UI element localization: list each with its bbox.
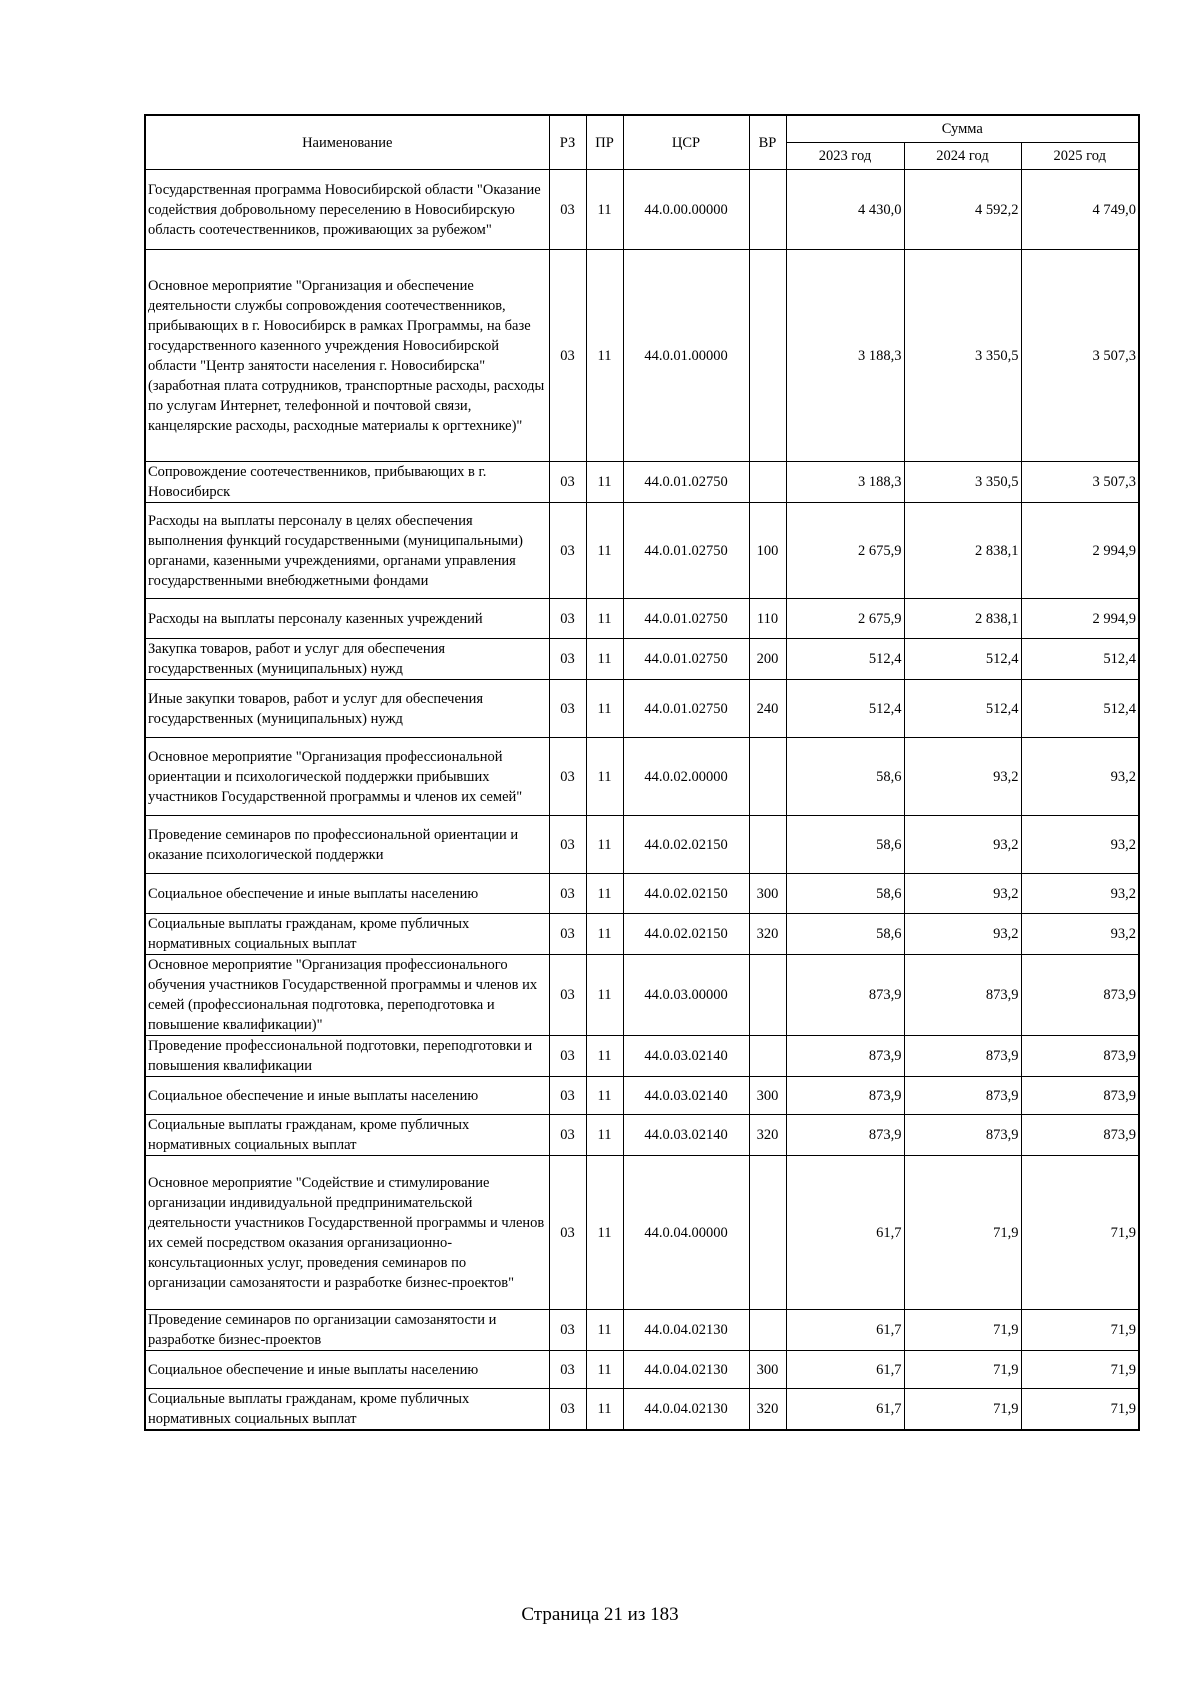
row-sum-2024: 2 838,1: [904, 503, 1021, 599]
row-sum-2025: 71,9: [1021, 1310, 1139, 1351]
row-rz: 03: [549, 1389, 586, 1431]
row-sum-2025: 512,4: [1021, 639, 1139, 680]
row-vr: [749, 170, 786, 250]
row-sum-2025: 512,4: [1021, 680, 1139, 738]
row-sum-2025: 873,9: [1021, 1036, 1139, 1077]
table-row: [145, 1115, 1139, 1156]
row-sum-2025: 71,9: [1021, 1156, 1139, 1310]
header-rz: РЗ: [549, 115, 586, 170]
row-pr: 11: [586, 503, 623, 599]
table-row: [145, 599, 1139, 639]
row-sum-2025: 3 507,3: [1021, 462, 1139, 503]
page-number: Страница 21 из 183: [521, 1604, 679, 1625]
row-name: Основное мероприятие "Организация и обеспечение деятельности службы сопровождения соотечественников, прибывающих в г. Новосибирск в рамках Программы, на базе государственного казенного учреждения Новосибирской области "Центр занятости населения г. Новосибирска" (заработная плата сотрудников, транспортные расходы, расходы по услугам Интернет, телефонной и почтовой связи, канцелярские расходы, расходные материалы к оргтехнике)": [145, 250, 549, 462]
header-pr: ПР: [586, 115, 623, 170]
row-csr: 44.0.02.02150: [623, 816, 749, 874]
header-2025: 2025 год: [1021, 143, 1139, 170]
row-pr: 11: [586, 462, 623, 503]
row-vr: 100: [749, 503, 786, 599]
row-sum-2023: 873,9: [786, 1036, 904, 1077]
row-pr: 11: [586, 250, 623, 462]
row-vr: [749, 955, 786, 1036]
row-name: Иные закупки товаров, работ и услуг для обеспечения государственных (муниципальных) нужд: [145, 680, 549, 738]
row-sum-2024: 512,4: [904, 639, 1021, 680]
row-name: Основное мероприятие "Организация профессионального обучения участников Государственной программы и членов их семей (профессиональная подготовка, переподготовка и повышение квалификации)": [145, 955, 549, 1036]
table-row: [145, 955, 1139, 1036]
table-row: [145, 503, 1139, 599]
row-rz: 03: [549, 250, 586, 462]
row-sum-2024: 2 838,1: [904, 599, 1021, 639]
row-sum-2024: 71,9: [904, 1310, 1021, 1351]
row-sum-2024: 71,9: [904, 1156, 1021, 1310]
row-rz: 03: [549, 462, 586, 503]
row-rz: 03: [549, 738, 586, 816]
row-pr: 11: [586, 1351, 623, 1389]
row-sum-2023: 873,9: [786, 1077, 904, 1115]
row-csr: 44.0.02.02150: [623, 914, 749, 955]
row-vr: 300: [749, 1351, 786, 1389]
row-sum-2024: 3 350,5: [904, 462, 1021, 503]
row-sum-2025: 4 749,0: [1021, 170, 1139, 250]
header-2023: 2023 год: [786, 143, 904, 170]
row-pr: 11: [586, 1389, 623, 1431]
row-sum-2025: 873,9: [1021, 955, 1139, 1036]
row-vr: 240: [749, 680, 786, 738]
row-name: Государственная программа Новосибирской области "Оказание содействия добровольному переселению в Новосибирскую область соотечественников, проживающих за рубежом": [145, 170, 549, 250]
row-sum-2025: 2 994,9: [1021, 599, 1139, 639]
row-sum-2023: 61,7: [786, 1351, 904, 1389]
row-vr: 200: [749, 639, 786, 680]
row-csr: 44.0.01.02750: [623, 462, 749, 503]
row-name: Социальные выплаты гражданам, кроме публичных нормативных социальных выплат: [145, 1389, 549, 1431]
row-rz: 03: [549, 1115, 586, 1156]
row-csr: 44.0.04.02130: [623, 1351, 749, 1389]
row-sum-2025: 3 507,3: [1021, 250, 1139, 462]
row-name: Социальное обеспечение и иные выплаты населению: [145, 1351, 549, 1389]
row-sum-2024: 873,9: [904, 1036, 1021, 1077]
row-sum-2024: 3 350,5: [904, 250, 1021, 462]
row-vr: [749, 462, 786, 503]
row-csr: 44.0.02.02150: [623, 874, 749, 914]
row-name: Основное мероприятие "Организация профессиональной ориентации и психологической поддержки прибывших участников Государственной программы и членов их семей": [145, 738, 549, 816]
row-csr: 44.0.03.02140: [623, 1036, 749, 1077]
row-csr: 44.0.04.00000: [623, 1156, 749, 1310]
row-csr: 44.0.01.02750: [623, 599, 749, 639]
header-2024: 2024 год: [904, 143, 1021, 170]
row-sum-2023: 873,9: [786, 1115, 904, 1156]
row-name: Основное мероприятие "Содействие и стимулирование организации индивидуальной предпринимательской деятельности участников Государственной программы и членов их семей посредством оказания организационно-консультационных услуг, проведения семинаров по организации самозанятости и разработке бизнес-проектов": [145, 1156, 549, 1310]
row-sum-2023: 3 188,3: [786, 250, 904, 462]
table-row: [145, 914, 1139, 955]
row-vr: [749, 738, 786, 816]
row-csr: 44.0.01.02750: [623, 639, 749, 680]
table-row: [145, 1156, 1139, 1310]
table-row: [145, 1036, 1139, 1077]
row-rz: 03: [549, 599, 586, 639]
row-name: Проведение профессиональной подготовки, переподготовки и повышения квалификации: [145, 1036, 549, 1077]
row-sum-2024: 512,4: [904, 680, 1021, 738]
row-sum-2025: 71,9: [1021, 1389, 1139, 1431]
row-sum-2024: 873,9: [904, 1115, 1021, 1156]
table-row: [145, 680, 1139, 738]
table-header: [145, 115, 1139, 170]
row-sum-2023: 2 675,9: [786, 599, 904, 639]
row-sum-2025: 93,2: [1021, 874, 1139, 914]
row-sum-2023: 58,6: [786, 738, 904, 816]
table-row: [145, 639, 1139, 680]
row-name: Социальное обеспечение и иные выплаты населению: [145, 1077, 549, 1115]
row-rz: 03: [549, 1036, 586, 1077]
table-row: [145, 462, 1139, 503]
row-sum-2023: 512,4: [786, 639, 904, 680]
row-pr: 11: [586, 738, 623, 816]
row-sum-2024: 71,9: [904, 1351, 1021, 1389]
row-sum-2025: 93,2: [1021, 816, 1139, 874]
row-vr: [749, 1156, 786, 1310]
row-rz: 03: [549, 1077, 586, 1115]
row-sum-2023: 58,6: [786, 914, 904, 955]
row-rz: 03: [549, 170, 586, 250]
row-csr: 44.0.01.02750: [623, 503, 749, 599]
row-sum-2023: 512,4: [786, 680, 904, 738]
row-pr: 11: [586, 1077, 623, 1115]
row-sum-2023: 61,7: [786, 1156, 904, 1310]
table-row: [145, 250, 1139, 462]
row-pr: 11: [586, 955, 623, 1036]
row-sum-2025: 93,2: [1021, 914, 1139, 955]
table-row: [145, 1077, 1139, 1115]
row-name: Проведение семинаров по профессиональной ориентации и оказание психологической поддержки: [145, 816, 549, 874]
row-rz: 03: [549, 1310, 586, 1351]
row-vr: [749, 250, 786, 462]
row-sum-2024: 873,9: [904, 1077, 1021, 1115]
row-csr: 44.0.04.02130: [623, 1389, 749, 1431]
row-rz: 03: [549, 503, 586, 599]
row-vr: 320: [749, 1115, 786, 1156]
row-pr: 11: [586, 874, 623, 914]
row-sum-2023: 4 430,0: [786, 170, 904, 250]
row-name: Социальные выплаты гражданам, кроме публичных нормативных социальных выплат: [145, 914, 549, 955]
budget-table: [144, 114, 1140, 1431]
row-name: Расходы на выплаты персоналу казенных учреждений: [145, 599, 549, 639]
row-csr: 44.0.03.02140: [623, 1115, 749, 1156]
row-name: Социальное обеспечение и иные выплаты населению: [145, 874, 549, 914]
row-vr: 300: [749, 874, 786, 914]
row-sum-2024: 93,2: [904, 914, 1021, 955]
row-pr: 11: [586, 680, 623, 738]
row-pr: 11: [586, 599, 623, 639]
row-rz: 03: [549, 1351, 586, 1389]
row-pr: 11: [586, 1310, 623, 1351]
row-sum-2023: 873,9: [786, 955, 904, 1036]
table-body: [145, 170, 1139, 1431]
row-vr: [749, 816, 786, 874]
row-rz: 03: [549, 955, 586, 1036]
row-sum-2025: 2 994,9: [1021, 503, 1139, 599]
row-csr: 44.0.02.00000: [623, 738, 749, 816]
row-pr: 11: [586, 1115, 623, 1156]
row-sum-2024: 71,9: [904, 1389, 1021, 1431]
row-pr: 11: [586, 639, 623, 680]
header-sum: Сумма: [786, 115, 1139, 143]
row-csr: 44.0.03.00000: [623, 955, 749, 1036]
row-name: Социальные выплаты гражданам, кроме публичных нормативных социальных выплат: [145, 1115, 549, 1156]
header-vr: ВР: [749, 115, 786, 170]
header-csr: ЦСР: [623, 115, 749, 170]
row-vr: 110: [749, 599, 786, 639]
row-name: Проведение семинаров по организации самозанятости и разработке бизнес-проектов: [145, 1310, 549, 1351]
row-pr: 11: [586, 1156, 623, 1310]
table-row: [145, 1351, 1139, 1389]
row-csr: 44.0.04.02130: [623, 1310, 749, 1351]
row-sum-2023: 2 675,9: [786, 503, 904, 599]
table-row: [145, 874, 1139, 914]
row-csr: 44.0.01.00000: [623, 250, 749, 462]
row-vr: 300: [749, 1077, 786, 1115]
row-rz: 03: [549, 639, 586, 680]
row-name: Сопровождение соотечественников, прибывающих в г. Новосибирск: [145, 462, 549, 503]
row-csr: 44.0.01.02750: [623, 680, 749, 738]
row-sum-2025: 93,2: [1021, 738, 1139, 816]
row-pr: 11: [586, 914, 623, 955]
table-row: [145, 816, 1139, 874]
row-rz: 03: [549, 1156, 586, 1310]
row-csr: 44.0.00.00000: [623, 170, 749, 250]
row-sum-2024: 93,2: [904, 738, 1021, 816]
row-sum-2024: 4 592,2: [904, 170, 1021, 250]
table-row: [145, 1389, 1139, 1431]
row-sum-2024: 873,9: [904, 955, 1021, 1036]
header-name: Наименование: [145, 115, 549, 170]
row-sum-2023: 3 188,3: [786, 462, 904, 503]
row-sum-2024: 93,2: [904, 874, 1021, 914]
row-rz: 03: [549, 816, 586, 874]
row-sum-2023: 58,6: [786, 816, 904, 874]
table-row: [145, 1310, 1139, 1351]
row-name: Расходы на выплаты персоналу в целях обеспечения выполнения функций государственными (муниципальными) органами, казенными учреждениями, органами управления государственными внебюджетными фондами: [145, 503, 549, 599]
row-rz: 03: [549, 874, 586, 914]
row-vr: 320: [749, 1389, 786, 1431]
row-rz: 03: [549, 680, 586, 738]
row-sum-2023: 58,6: [786, 874, 904, 914]
table-row: [145, 738, 1139, 816]
row-pr: 11: [586, 816, 623, 874]
row-pr: 11: [586, 170, 623, 250]
budget-table-container: [144, 114, 1138, 1431]
row-name: Закупка товаров, работ и услуг для обеспечения государственных (муниципальных) нужд: [145, 639, 549, 680]
row-sum-2024: 93,2: [904, 816, 1021, 874]
row-pr: 11: [586, 1036, 623, 1077]
row-vr: 320: [749, 914, 786, 955]
row-sum-2025: 873,9: [1021, 1077, 1139, 1115]
row-csr: 44.0.03.02140: [623, 1077, 749, 1115]
row-rz: 03: [549, 914, 586, 955]
row-sum-2025: 71,9: [1021, 1351, 1139, 1389]
table-row: [145, 170, 1139, 250]
row-sum-2023: 61,7: [786, 1389, 904, 1431]
row-sum-2025: 873,9: [1021, 1115, 1139, 1156]
row-sum-2023: 61,7: [786, 1310, 904, 1351]
row-vr: [749, 1310, 786, 1351]
row-vr: [749, 1036, 786, 1077]
